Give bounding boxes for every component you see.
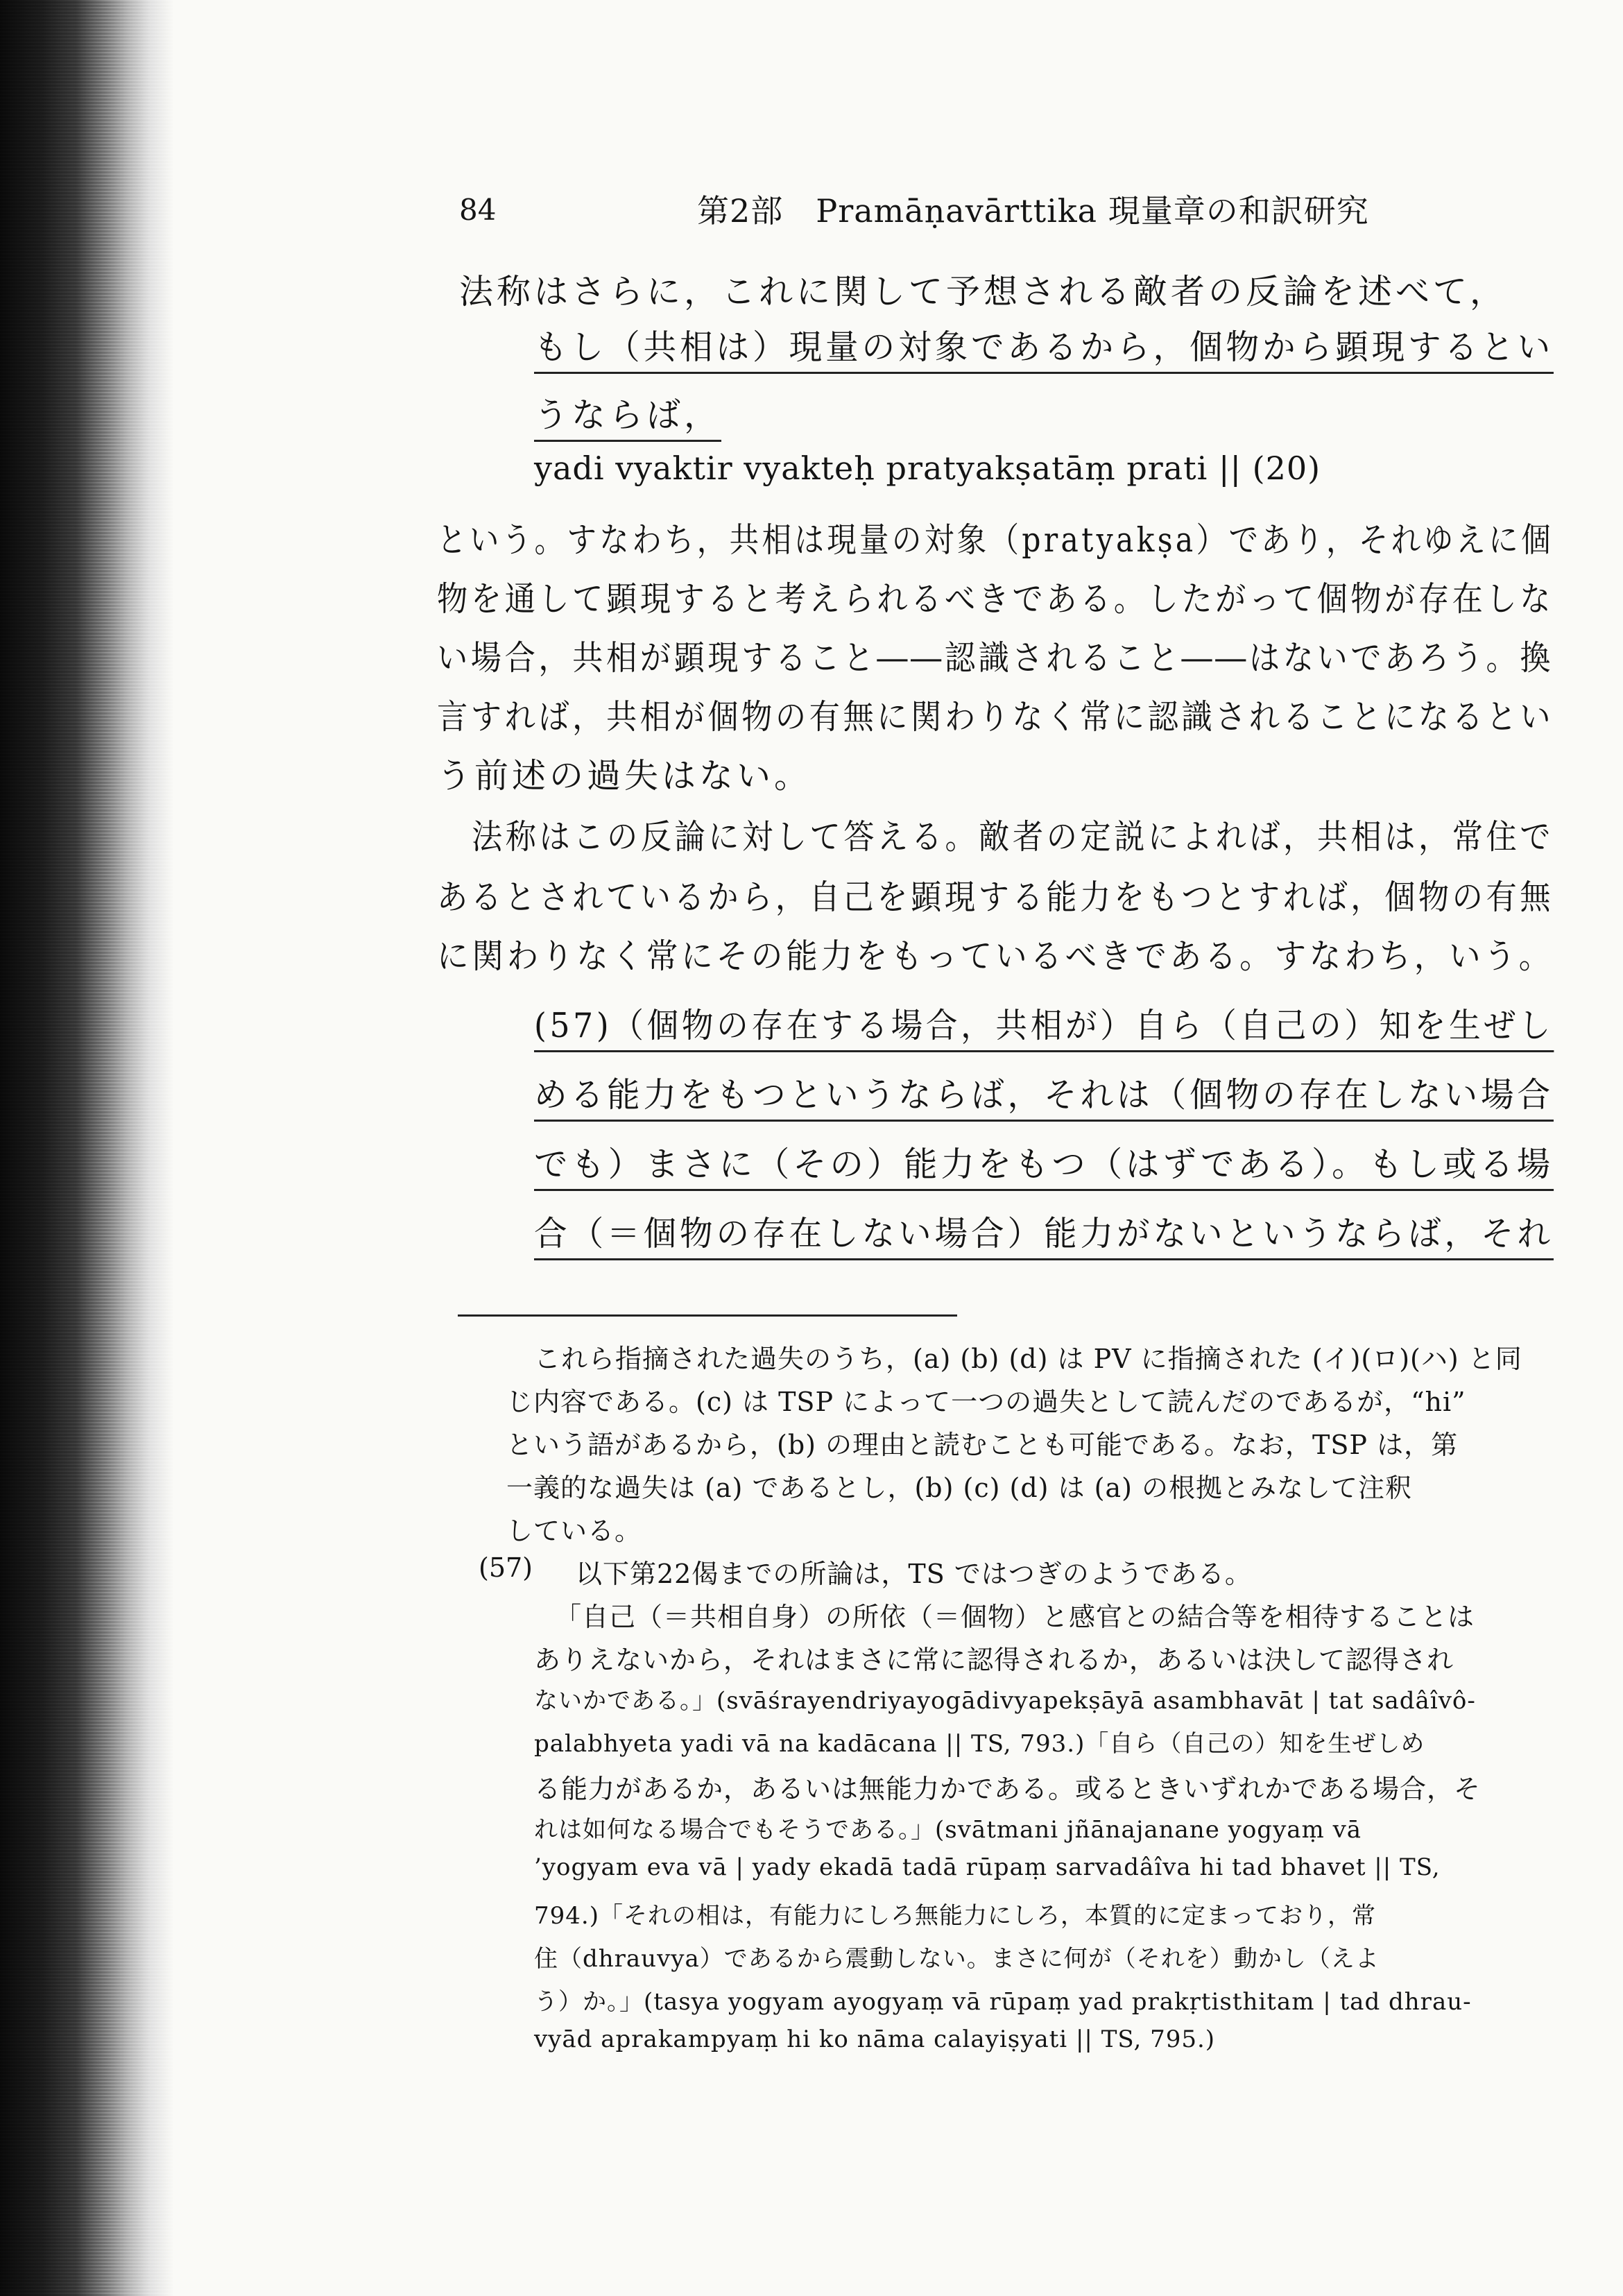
- footnote-line: これら指摘された過失のうち，(a) (b) (d) は PV に指摘された (イ)(ロ)(ハ) と同: [534, 1344, 1522, 1374]
- body-line: 物を通して顕現すると考えられるべきである。したがって個物が存在しな: [437, 579, 1554, 619]
- body-line: あるとされているから，自己を顕現する能力をもつとすれば，個物の有無: [437, 877, 1554, 917]
- body-line: 法称はこの反論に対して答える。敵者の定説によれば，共相は，常住で: [472, 817, 1554, 857]
- quoted-verse-line: める能力をもつというならば，それは（個物の存在しない場合: [534, 1068, 1554, 1122]
- body-line: い場合，共相が顕現すること――認識されること――はないであろう。換: [437, 638, 1554, 678]
- footnote-line: る能力があるか，あるいは無能力かである。或るときいずれかである場合，そ: [534, 1774, 1482, 1804]
- footnote-line: vyād aprakampyaṃ hi ko nāma calayiṣyati || TS, 795.): [534, 2025, 1216, 2053]
- quoted-verse-line: (57)（個物の存在する場合，共相が）自ら（自己の）知を生ぜし: [534, 999, 1554, 1052]
- footnote-rule: [458, 1314, 957, 1317]
- quoted-verse-line: でも）まさに（その）能力をもつ（はずである）。もし或る場: [534, 1138, 1554, 1191]
- body-line: 法称はさらに，これに関して予想される敵者の反論を述べて，: [459, 272, 1508, 311]
- quoted-verse-line: もし（共相は）現量の対象であるから，個物から顕現するとい: [534, 320, 1554, 374]
- footnote-number: (57): [479, 1552, 533, 1583]
- running-title: 第2部 Pramāṇavārttika 現量章の和訳研究: [697, 192, 1369, 230]
- footnote-line: ’yogyam eva vā | yady ekadā tadā rūpaṃ sarvadâîva hi tad bhavet || TS,: [534, 1853, 1441, 1881]
- footnote-line: う）か。」(tasya yogyam ayogyaṃ vā rūpaṃ yad prakṛtisthitam | tad dhrau-: [534, 1988, 1472, 2016]
- footnote-line: ないかである。」(svāśrayendriyayogādivyapekṣāyā asambhavāt | tat sadâîvô-: [534, 1687, 1476, 1715]
- quoted-verse-line: 合（＝個物の存在しない場合）能力がないというならば，それ: [534, 1207, 1554, 1260]
- sanskrit-verse-line: yadi vyaktir vyakteḥ pratyakṣatāṃ prati || (20): [534, 449, 1321, 487]
- footnote-line: 住（dhrauvya）であるから震動しない。まさに何が（それを）動かし（えよ: [534, 1945, 1380, 1973]
- scanner-streaks: [0, 0, 173, 2296]
- footnote-line: palabhyeta yadi vā na kadācana || TS, 793.)「自ら（自己の）知を生ぜしめ: [534, 1730, 1425, 1758]
- body-line: う前述の過失はない。: [437, 756, 812, 796]
- footnote-line: じ内容である。(c) は TSP によって一つの過失として読んだのであるが，“hi”: [506, 1387, 1466, 1417]
- footnote-line: ありえないから，それはまさに常に認得されるか，あるいは決して認得され: [534, 1645, 1454, 1675]
- body-line: に関わりなく常にその能力をもっているべきである。すなわち，いう。: [437, 936, 1554, 976]
- footnote-line: 一義的な過失は (a) であるとし，(b) (c) (d) は (a) の根拠とみなして注釈: [506, 1473, 1413, 1503]
- page-number: 84: [459, 193, 497, 227]
- body-line: という。すなわち，共相は現量の対象（pratyakṣa）であり，それゆえに個: [437, 520, 1554, 560]
- footnote-line: している。: [506, 1516, 642, 1546]
- footnote-line: 以下第22偈までの所論は，TS ではつぎのようである。: [576, 1559, 1252, 1589]
- footnote-line: 794.)「それの相は，有能力にしろ無能力にしろ，本質的に定まっており，常: [534, 1902, 1376, 1930]
- body-line: 言すれば，共相が個物の有無に関わりなく常に認識されることになるとい: [437, 697, 1554, 737]
- footnote-line: という語があるから，(b) の理由と読むことも可能である。なお，TSP は，第: [506, 1430, 1459, 1460]
- footnote-line: れは如何なる場合でもそうである。」(svātmani jñānajanane yogyaṃ vā: [534, 1816, 1362, 1844]
- quoted-verse-line: うならば，: [534, 388, 721, 442]
- footnote-line: 「自己（＝共相自身）の所依（＝個物）と感官との結合等を相待することは: [555, 1602, 1475, 1632]
